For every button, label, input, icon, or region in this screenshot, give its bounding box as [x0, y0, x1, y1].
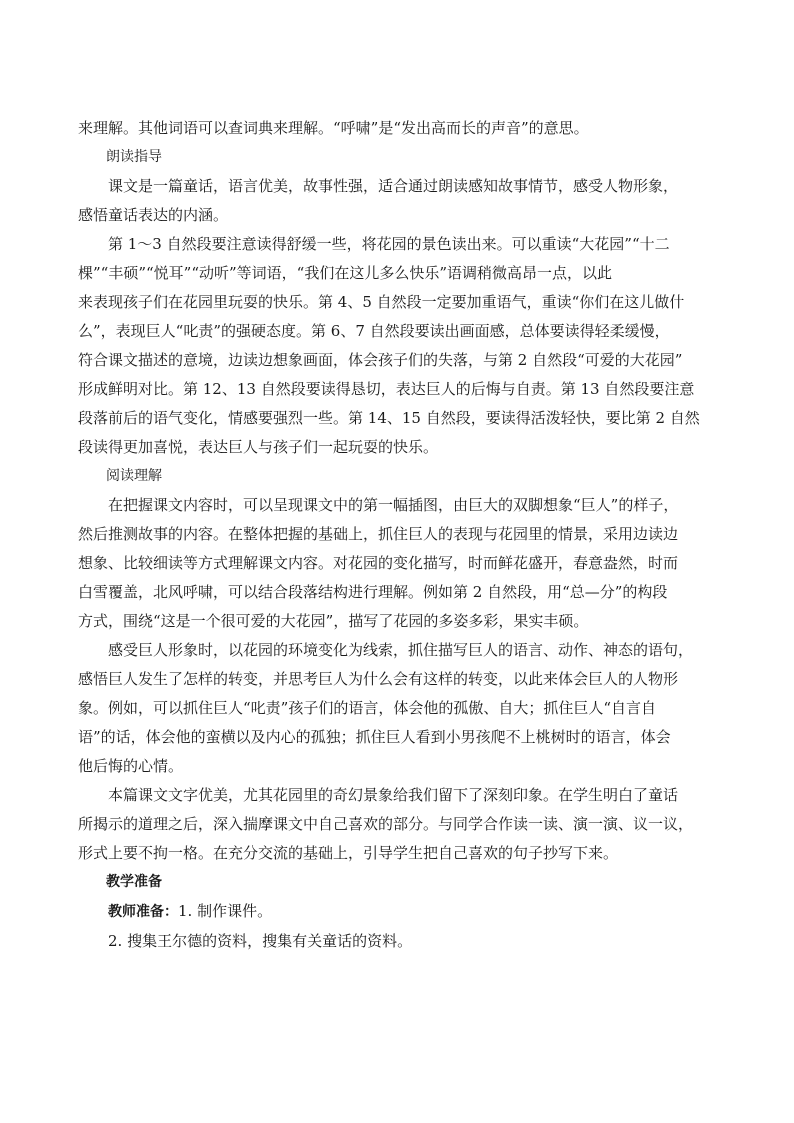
paragraph-line: 方式，围绕“这是一个很可爱的大花园”，描写了花园的多姿多彩，果实丰硕。 [78, 612, 589, 630]
paragraph-line: 第 1～3 自然段要注意读得舒缓一些，将花园的景色读出来。可以重读“大花园”“十二 [108, 235, 670, 253]
paragraph-line: 感悟巨人发生了怎样的转变，并思考巨人为什么会有这样的转变，以此来体会巨人的人物形 [78, 670, 679, 688]
comprehension-paragraph-2 [78, 636, 720, 781]
paragraph-line: 象。例如，可以抓住巨人“叱责”孩子们的语言，体会他的孤傲、自大；抓住巨人“自言自 [78, 699, 657, 717]
teacher-preparation-label: 教师准备： [108, 904, 178, 920]
reading-guide-paragraph-1 [78, 172, 720, 230]
paragraph-line: 形式上要不拘一格。在充分交流的基础上，引导学生把自己喜欢的句子抄写下来。 [78, 844, 619, 862]
paragraph-line: 段落前后的语气变化，情感要强烈一些。第 14、15 自然段，要读得活泼轻快，要比第 2 自然 [78, 409, 700, 427]
paragraph-line: 么”，表现巨人“叱责”的强硬态度。第 6、7 自然段要读出画面感，总体要读得轻柔缓慢， [78, 322, 670, 340]
paragraph-line: 本篇课文文字优美，尤其花园里的奇幻景象给我们留下了深刻印象。在学生明白了童话 [108, 786, 679, 804]
comprehension-paragraph-3 [78, 781, 720, 868]
teacher-preparation-line [78, 897, 720, 927]
paragraph-line: 来表现孩子们在花园里玩耍的快乐。第 4、5 自然段一定要加重语气，重读“你们在这儿做什 [78, 293, 685, 311]
paragraph-line: 然后推测故事的内容。在整体把握的基础上，抓住巨人的表现与花园里的情景，采用边读边 [78, 525, 679, 543]
paragraph-line: 白雪覆盖，北风呼啸，可以结合段落结构进行理解。例如第 2 自然段，用“总—分”的构段 [78, 583, 668, 601]
paragraph-line: 符合课文描述的意境，边读边想象画面，体会孩子们的失落，与第 2 自然段“可爱的大花园” [78, 351, 683, 369]
paragraph-line: 所揭示的道理之后，深入揣摩课文中自己喜欢的部分。与同学合作读一读、演一演、议一议， [78, 815, 694, 833]
paragraph-line: 在把握课文内容时，可以呈现课文中的第一幅插图，由巨大的双脚想象“巨人”的样子， [108, 496, 679, 514]
comprehension-paragraph-1 [78, 491, 720, 636]
paragraph-line: 形成鲜明对比。第 12、13 自然段要读得恳切，表达巨人的后悔与自责。第 13 自然段要注意 [78, 380, 695, 398]
paragraph-line: 想象、比较细读等方式理解课文内容。对花园的变化描写，时而鲜花盛开，春意盎然，时而 [78, 554, 679, 572]
paragraph-line: 他后悔的心情。 [78, 757, 184, 775]
document-page [78, 114, 720, 956]
reading-guide-paragraph-2 [78, 230, 720, 462]
teacher-preparation-item-1: 1. 制作课件。 [178, 902, 273, 920]
preparation-item-2: 2. 搜集王尔德的资料，搜集有关童话的资料。 [108, 932, 413, 950]
paragraph-line: 感受巨人形象时，以花园的环境变化为线索，抓住描写巨人的语言、动作、神态的语句， [108, 641, 694, 659]
paragraph-line: 棵”“丰硕”“悦耳”“动听”等词语，“我们在这儿多么快乐”语调稍微高昂一点，以此 [78, 264, 613, 282]
paragraph-line: 段读得更加喜悦，表达巨人与孩子们一起玩耍的快乐。 [78, 438, 439, 456]
heading-reading-comprehension: 阅读理解 [106, 468, 162, 484]
heading-teaching-preparation: 教学准备 [106, 874, 162, 890]
heading-reading-guide: 朗读指导 [106, 149, 162, 165]
paragraph-line: 感悟童话表达的内涵。 [78, 206, 229, 224]
paragraph-line: 课文是一篇童话，语言优美，故事性强，适合通过朗读感知故事情节，感受人物形象， [108, 177, 679, 195]
paragraph-line: 语”的话，体会他的蛮横以及内心的孤独；抓住巨人看到小男孩爬不上桃树时的语言，体会 [78, 728, 671, 746]
intro-line: 来理解。其他词语可以查词典来理解。“呼啸”是“发出高而长的声音”的意思。 [78, 119, 589, 137]
